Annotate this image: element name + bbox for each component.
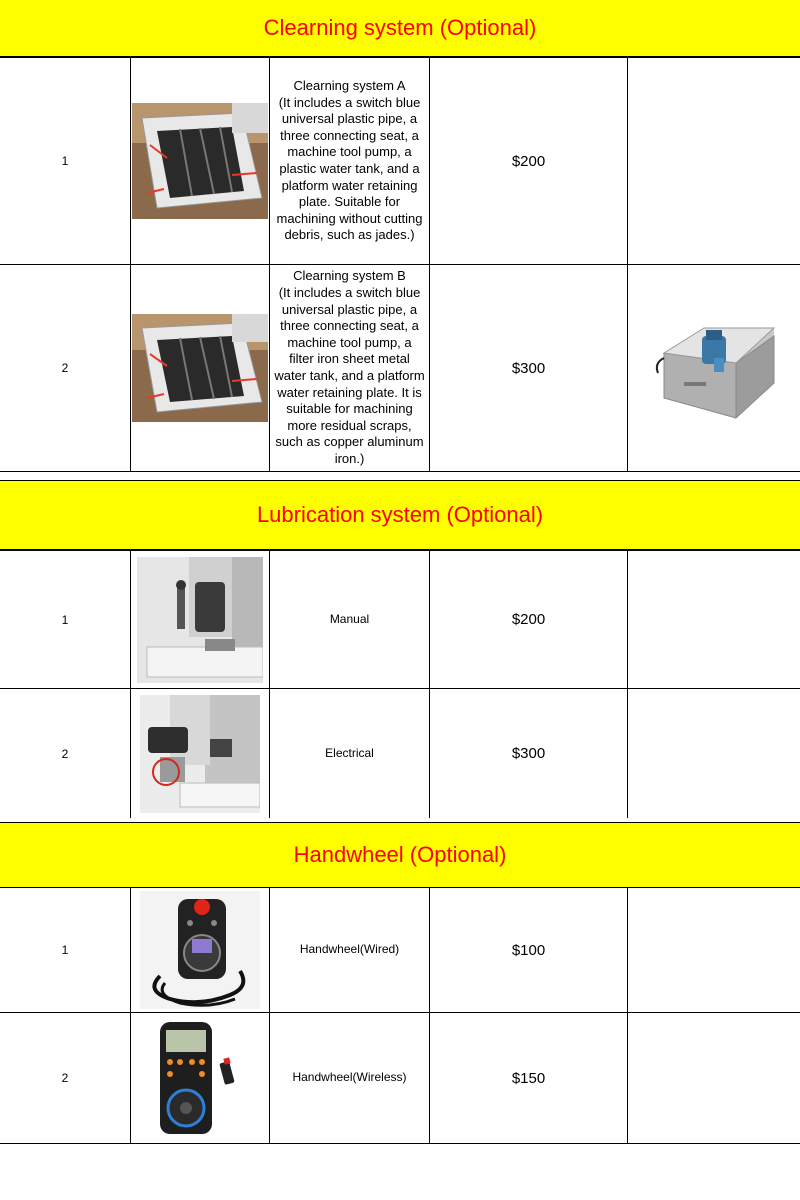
extra-image-cell	[628, 265, 800, 471]
water-tank-pump-photo	[644, 308, 784, 428]
item-price: $200	[430, 58, 628, 264]
electric-lube-pump-photo	[140, 695, 260, 813]
product-image	[131, 888, 270, 1012]
wireless-handwheel-photo	[150, 1018, 250, 1138]
product-image	[131, 1013, 270, 1143]
item-description: Handwheel(Wireless)	[270, 1013, 430, 1143]
product-image	[131, 551, 270, 688]
product-image	[131, 265, 270, 471]
section-title: Lubrication system (Optional)	[256, 502, 544, 527]
table-row	[0, 1012, 800, 1144]
extra-image-cell	[628, 551, 800, 688]
table-row	[0, 550, 800, 688]
item-price: $300	[430, 689, 628, 818]
row-number: 2	[0, 265, 131, 471]
row-number: 2	[0, 689, 131, 818]
manual-lube-pump-photo	[137, 557, 263, 683]
table-row	[0, 688, 800, 818]
item-description: Electrical	[270, 689, 430, 818]
section-header-cleaning	[0, 0, 800, 57]
table-row	[0, 264, 800, 471]
section-header-lubrication	[0, 480, 800, 550]
item-description: Manual	[270, 551, 430, 688]
extra-image-cell	[628, 888, 800, 1012]
divider	[0, 471, 800, 472]
cleaning-tray-photo	[132, 314, 268, 422]
item-description: Clearning system B (It includes a switch blue universal plastic pipe, a three connecting seat, a machine tool pump, a filter iron sheet metal water tank, and a platform water retaining plate. It is suitable for machining more residual scraps, such as copper aluminum iron.)	[270, 265, 430, 471]
table-row	[0, 57, 800, 264]
row-number: 1	[0, 58, 131, 264]
extra-image-cell	[628, 689, 800, 818]
row-number: 1	[0, 888, 131, 1012]
product-image	[131, 58, 270, 264]
extra-image-cell	[628, 1013, 800, 1143]
section-header-handwheel	[0, 822, 800, 887]
table-row	[0, 887, 800, 1012]
item-price: $200	[430, 551, 628, 688]
item-price: $100	[430, 888, 628, 1012]
item-price: $300	[430, 265, 628, 471]
section-title: Clearning system (Optional)	[263, 15, 537, 40]
section-title: Handwheel (Optional)	[293, 842, 507, 867]
row-number: 2	[0, 1013, 131, 1143]
row-number: 1	[0, 551, 131, 688]
extra-image-cell	[628, 58, 800, 264]
item-description: Clearning system A (It includes a switch blue universal plastic pipe, a three connecting seat, a machine tool pump, a plastic water tank, and a platform water retaining plate. Suitable for machining without cutting debris, such as jades.)	[270, 58, 430, 264]
cleaning-tray-photo	[132, 103, 268, 219]
item-description: Handwheel(Wired)	[270, 888, 430, 1012]
item-price: $150	[430, 1013, 628, 1143]
wired-handwheel-photo	[140, 891, 260, 1009]
product-image	[131, 689, 270, 818]
